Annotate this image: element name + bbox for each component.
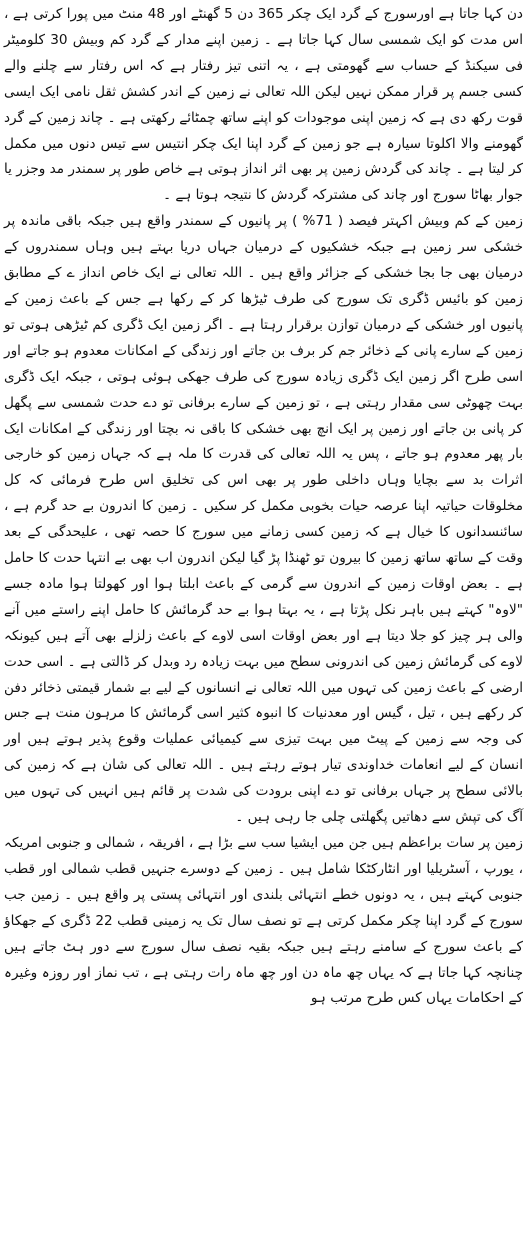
paragraph-continents-poles: زمین پر سات براعظم ہیں جن میں ایشیا سب سے بڑا ہے ، افریقہ ، شمالی و جنوبی امریکہ ، یورپ ، آسٹریلیا اور انٹارکٹکا شامل ہیں ۔ زمین کے دوسرے جنہیں قطب شمالی اور قطب جنوبی کہتے ہیں ، یہ دونوں خطے انتہائی بلندی اور انتہائی پستی پر واقع ہیں ۔ زمین جب سورج کے گرد اپنا چکر مکمل کرتی ہے تو نصف سال تک یہ زمینی قطب 22 ڈگری کے جھکاؤ کے باعث سورج کے سامنے رہتے ہیں جبکہ بقیہ نصف سال سورج سے دور ہٹ جاتے ہیں چنانچہ کہا جاتا ہے کہ یہاں چھ ماہ دن اور چھ ماہ رات رہتی ہے ، تب نماز اور روزہ وغیرہ کے احکامات یہاں کس طرح مرتب ہو <box>4 835 524 1007</box>
paragraph-earth-orbit-moon: دن کہا جاتا ہے اورسورج کے گرد ایک چکر 365 دن 5 گھنٹے اور 48 منٹ میں پورا کرتی ہے ، اس مدت کو ایک شمسی سال کہا جاتا ہے ۔ زمین اپنے مدار کے گرد کم وبیش 30 کلومیٹر فی سیکنڈ کے حساب سے گھومتی ہے ، یہ اتنی تیز رفتار ہے کہ اس رفتار سے چلنے والے کسی جسم پر قرار ممکن نہیں لیکن اللہ تعالی نے زمین کے اندر کشش ثقل نامی ایک ایسی قوت رکھ دی ہے کہ زمین اپنی موجودات کو اپنے ساتھ چمٹائے رکھتی ہے ۔ چاند زمین کے گرد گھومنے والا اکلوتا سیارہ ہے جو زمین کے گرد اپنا ایک چکر انتیس سے تیس دنوں میں مکمل کر لیتا ہے ۔ چاند کی گردش زمین پر بھی اثر انداز ہوتی ہے خاص طور پر سمندر مد وجزر یا جوار بھاٹا سورج اور چاند کی مشترکہ گردش کا نتیجہ ہوتا ہے ۔ <box>4 6 523 204</box>
paragraph-oceans-axis-core: زمین کے کم وبیش اکہتر فیصد ( 71% ) پر پانیوں کے سمندر واقع ہیں جبکہ باقی ماندہ پر خشکی سر زمین ہے جبکہ خشکیوں کے درمیان جہاں دریا بہتے ہیں وہاں سمندروں کے درمیان بھی جا بجا خشکی کے جزائر واقع ہیں ۔ اللہ تعالی نے ایک خاص انداز ے کے مطابق زمین کو بائیس ڈگری تک سورج کی طرف ٹیڑھا کر کے رکھا ہے جس کے باعث زمین کے پانیوں اور خشکی کے درمیان توازن برقرار رہتا ہے ۔ اگر زمین ایک ڈگری کم ٹیڑھی ہوتی تو زمین کے سارے پانی کے ذخائر جم کر برف بن جاتے اور زندگی کے امکانات معدوم ہو جاتے اور اسی طرح اگر زمین ایک ڈگری زیادہ سورج کی طرف جھکی ہوئی ہوتی ، جبکہ ایک ڈگری بہت چھوٹی سی مقدار رہتی ہے ، تو زمین کے سارے برفانی تو دے حدت شمسی سے پگھل کر پانی بن جاتے اور زمین پر ایک انچ بھی خشکی کا باقی نہ بچتا اور زندگی کے امکانات ایک بار پھر معدوم ہو جاتے ، پس یہ اللہ تعالی کی قدرت کا ملہ ہے کہ جہاں زمین کو خارجی اثرات بد سے بچایا وہاں داخلی طور پر بھی اس کی تخلیق اس طرح فرمائی کہ کل مخلوقات حیاتیہ اپنا عرصہ حیات بخوبی مکمل کر سکیں ۔ زمین کا اندرون بے حد گرم ہے ، سائنسدانوں کا خیال ہے کہ زمین کسی زمانے میں سورج کا حصہ تھی ، علیحدگی کے بعد وقت کے ساتھ ساتھ زمین کا بیرون تو ٹھنڈا پڑ گیا لیکن اندرون اب بھی بے انتہا حدت کا حامل ہے ۔ بعض اوقات زمین کے اندرون سے گرمی کے باعث ابلتا ہوا اور کھولتا ہوا مادہ جسے "لاوہ" کہتے ہیں باہر نکل پڑتا ہے ، یہ بہتا ہوا بے حد گرمائش کا حامل اپنے راستے میں آنے والی ہر چیز کو جلا دیتا ہے اور بعض اوقات اسی لاوے کے باعث زلزلے بھی آتے ہیں کیونکہ لاوے کی گرمائش زمین کی اندرونی سطح میں بہت زیادہ رد وبدل کر ڈالتی ہے ۔ اسی حدت ارضی کے باعث زمین کی تہوں میں اللہ تعالی نے انسانوں کے لیے بے شمار قیمتی ذخائر دفن کر رکھے ہیں ، تیل ، گیس اور معدنیات کا انبوہ کثیر اسی گرمائش کا مرہون منت ہے جس کی وجہ سے زمین کے پیٹ میں بہت تیزی سے کیمیائی عملیات وقوع پذیر ہوتے ہیں اور انسان کے لیے انعامات خداوندی تیار ہوتے رہتے ہیں ۔ اللہ تعالی کی شان ہے کہ زمین کی بالائی سطح پر جہاں برفانی تو دے اپنی برودت کی شدت پر قائم ہیں انہیں کی تہوں میں آگ کی تپش سے دھاتیں پگھلتی چلی جا رہی ہیں ۔ <box>4 213 523 826</box>
